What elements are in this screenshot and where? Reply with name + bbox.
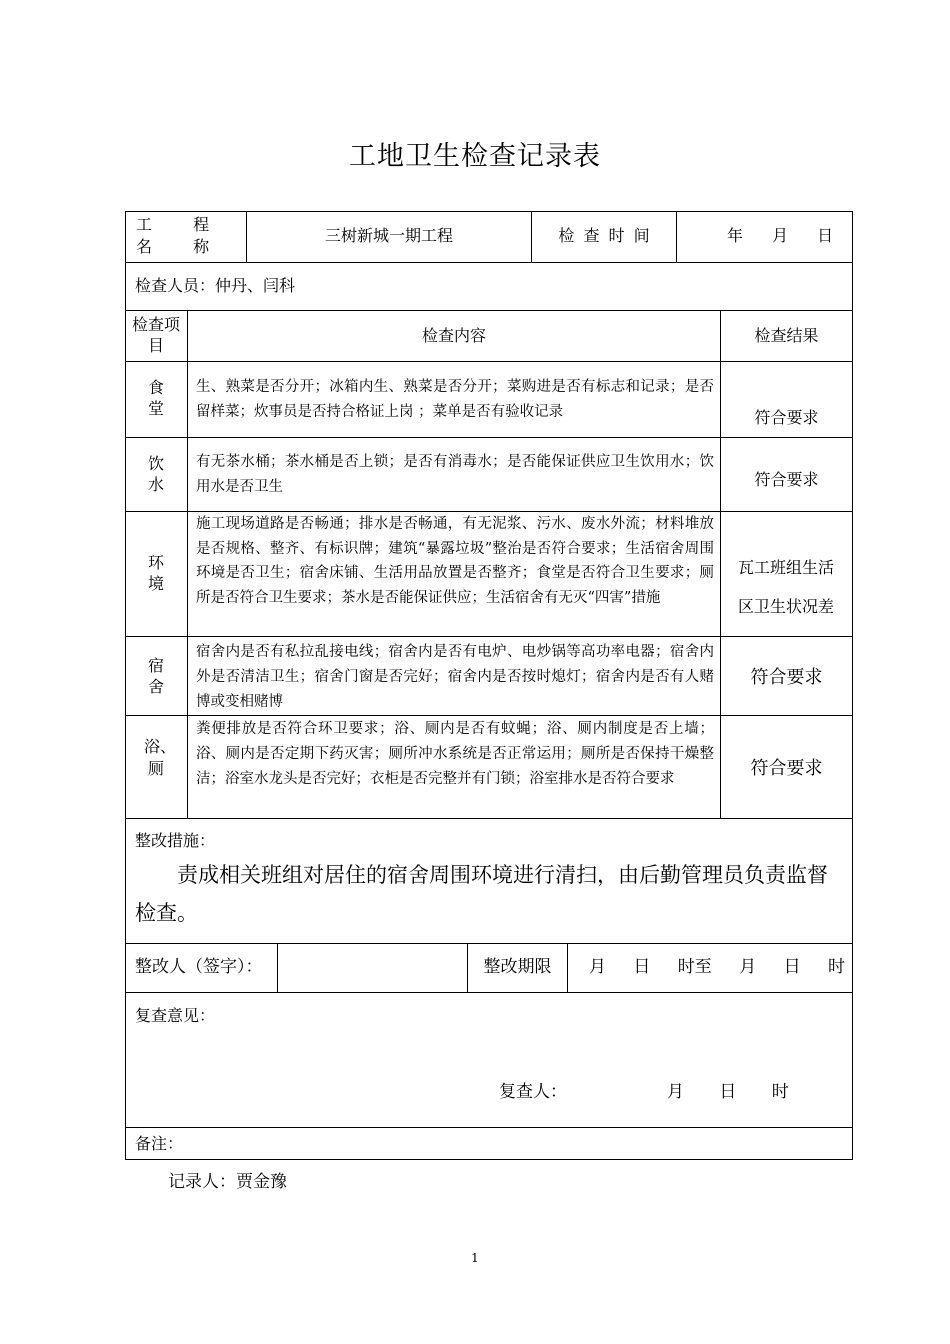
table-row-result: 瓦工班组生活区卫生状况差 (737, 558, 834, 616)
table-row-item: 环境 (147, 553, 164, 593)
inspection-time-label: 检 查 时 间 (558, 226, 650, 245)
table-row-item: 浴、厕 (144, 737, 177, 778)
review-label: 复查意见： (135, 1006, 216, 1025)
page-number: 1 (471, 1251, 479, 1265)
column-header-item: 检查项目 (132, 315, 181, 355)
recorder: 记录人：贾金豫 (168, 1172, 287, 1192)
review-date: 月 日 时 (667, 1082, 789, 1102)
table-row-content: 生、熟菜是否分开；冰箱内生、熟菜是否分开；菜购进是否有标志和记录；是否留样菜；炊事员是否持合格证上岗 ；菜单是否有验收记录 (196, 379, 714, 420)
table-row-content: 宿舍内是否有私拉乱接电线；宿舍内是否有电炉、电炒锅等高功率电器；宿舍内外是否清洁卫生；宿舍门窗是否完好；宿舍内是否按时熄灯；宿舍内是否有人赌博或变相赌博 (196, 644, 714, 710)
deadline-label: 整改期限 (483, 957, 552, 977)
table-row-content: 有无茶水桶；茶水桶是否上锁；是否有消毒水；是否能保证供应卫生饮用水；饮用水是否卫生 (196, 454, 714, 495)
reviewer-label: 复查人： (499, 1082, 567, 1102)
table-row-item: 饮水 (147, 454, 164, 494)
remarks-label: 备注： (135, 1134, 184, 1153)
project-name: 三树新城一期工程 (324, 226, 453, 245)
inspectors: 检查人员：仲丹、闫科 (135, 276, 296, 295)
table-row-result: 符合要求 (750, 667, 823, 688)
document-title: 工地卫生检查记录表 (349, 141, 601, 172)
table-row-item: 宿舍 (147, 656, 164, 696)
deadline-value: 月 日 时至 月 日 时 (589, 957, 846, 977)
rectification-label: 整改措施： (135, 831, 216, 850)
project-label: 工 程 名 称 (136, 215, 228, 256)
table-row-content: 施工现场道路是否畅通；排水是否畅通，有无泥浆、污水、废水外流；材料堆放是否规格、整齐、有标识牌；建筑“暴露垃圾”整治是否符合要求；生活宿舍周围环境是否卫生；宿舍床铺、生活用品放置是否整齐；食堂是否符合卫生要求；厕所是否符合卫生要求；茶水是否能保证供应；生活宿舍有无灭“四害”措施 (196, 516, 714, 606)
column-header-result: 检查结果 (754, 326, 819, 345)
table-row-content: 粪便排放是否符合环卫要求；浴、厕内是否有蚊蝇；浴、厕内制度是否上墙；浴、厕内是否定期下药灭害；厕所冲水系统是否正常运用；厕所是否保持干燥整洁；浴室水龙头是否完好；衣柜是否完整并有门锁；浴室排水是否符合要求 (196, 721, 714, 787)
inspection-time-value: 年 月 日 (727, 226, 834, 245)
table-row-item: 食堂 (147, 378, 164, 418)
rectification-text: 责成相关班组对居住的宿舍周围环境进行清扫，由后勤管理员负责监督检查。 (135, 863, 828, 925)
table-row-result: 符合要求 (754, 408, 819, 427)
table-row-result: 符合要求 (754, 470, 819, 489)
column-header-content: 检查内容 (421, 326, 486, 345)
rectifier-label: 整改人（签字）： (135, 957, 263, 977)
table-row-result: 符合要求 (750, 758, 823, 779)
